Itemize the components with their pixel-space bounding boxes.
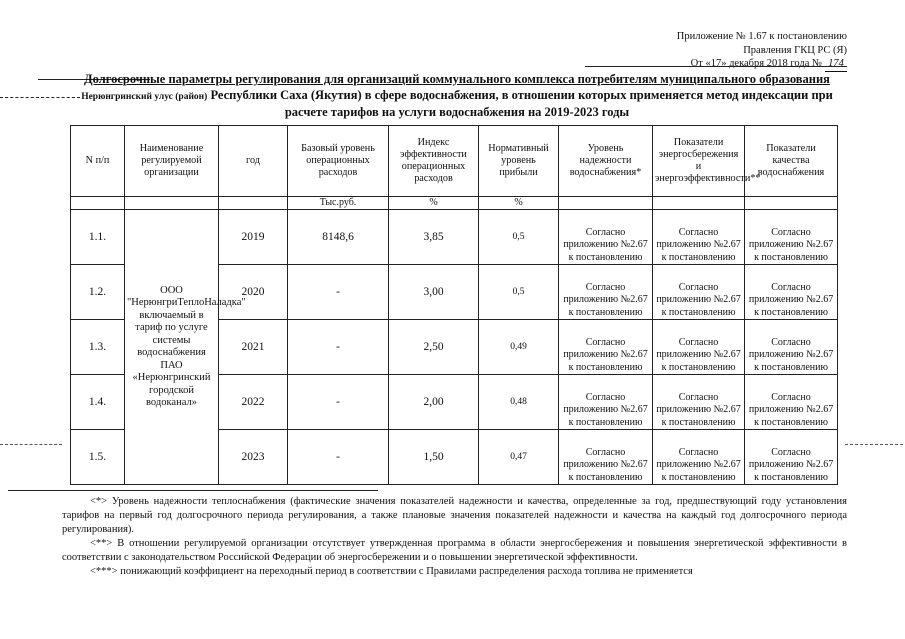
unit-empty — [653, 197, 745, 210]
row-index: 3,00 — [389, 265, 479, 320]
footnotes — [62, 495, 847, 579]
row-reliability-ref: Согласно приложению №2.67 к постановлению — [559, 265, 653, 320]
row-reliability-ref: Согласно приложению №2.67 к постановлению — [559, 210, 653, 265]
row-num: 1.5. — [71, 430, 125, 485]
annex-line-2: Правления ГКЦ РС (Я) — [743, 44, 847, 56]
unit-empty — [745, 197, 838, 210]
header-org: Наименование регулируемой организации — [125, 126, 219, 197]
row-index: 2,00 — [389, 375, 479, 430]
row-profit: 0,47 — [479, 430, 559, 485]
header-quality: Показатели качества водоснабжения — [745, 126, 838, 197]
header-num: N п/п — [71, 126, 125, 197]
row-reliability-ref: Согласно приложению №2.67 к постановлению — [559, 375, 653, 430]
row-energy-ref: Согласно приложению №2.67 к постановлению — [653, 430, 745, 485]
margin-dash-left — [0, 444, 62, 445]
row-quality-ref: Согласно приложению №2.67 к постановлению — [745, 320, 838, 375]
footnote-3: <***> понижающий коэффициент на переходный период в соответствии с Правилами распределения расхода топлива не применяется — [90, 566, 693, 577]
footnote-1: <*> Уровень надежности теплоснабжения (фактические значения показателей надежности и качества, определенные за год, предшествующий году установления тарифов на первый год долгосрочного периода регулирования, а также плановые значения показателей надежности и качества на каждый год долгосрочного периода регулирования). — [62, 496, 847, 535]
title-part-1: Долгосрочные параметры регулирования для организаций коммунального комплекса потребителям муниципального образования — [84, 72, 830, 86]
header-year: год — [219, 126, 288, 197]
footnote-rule — [8, 490, 378, 491]
header-energy: Показатели энергосбережения и энергоэффективности** — [653, 126, 745, 197]
unit-index: % — [389, 197, 479, 210]
annex-line-1: Приложение № 1.67 к постановлению — [676, 31, 847, 42]
table-row — [71, 210, 838, 265]
row-profit: 0,49 — [479, 320, 559, 375]
row-reliability-ref: Согласно приложению №2.67 к постановлению — [559, 430, 653, 485]
header-profit: Нормативный уровень прибыли — [479, 126, 559, 197]
annex-number: 174 — [825, 57, 847, 72]
row-profit: 0,5 — [479, 265, 559, 320]
row-quality-ref: Согласно приложению №2.67 к постановлению — [745, 210, 838, 265]
header-reliability: Уровень надежности водоснабжения* — [559, 126, 653, 197]
row-base: - — [288, 430, 389, 485]
header-index: Индекс эффективности операционных расходов — [389, 126, 479, 197]
unit-empty — [125, 197, 219, 210]
row-base: - — [288, 265, 389, 320]
unit-empty — [219, 197, 288, 210]
annex-line-3 — [677, 57, 847, 72]
document-title — [62, 72, 852, 121]
row-year: 2020 — [219, 265, 288, 320]
organization-name: ООО "НерюнгриТеплоНаладка" включаемый в тариф по услуге системы водоснабжения ПАО «Нерюнгринский городской водоканал» — [125, 210, 219, 485]
row-base: 8148,6 — [288, 210, 389, 265]
row-quality-ref: Согласно приложению №2.67 к постановлению — [745, 265, 838, 320]
table-units-row — [71, 197, 838, 210]
row-index: 3,85 — [389, 210, 479, 265]
row-index: 2,50 — [389, 320, 479, 375]
annex-date: От «17» декабря 2018 года № — [690, 58, 822, 69]
row-num: 1.4. — [71, 375, 125, 430]
row-year: 2019 — [219, 210, 288, 265]
row-base: - — [288, 320, 389, 375]
row-profit: 0,5 — [479, 210, 559, 265]
row-energy-ref: Согласно приложению №2.67 к постановлению — [653, 320, 745, 375]
row-quality-ref: Согласно приложению №2.67 к постановлению — [745, 430, 838, 485]
unit-empty — [559, 197, 653, 210]
row-profit: 0,48 — [479, 375, 559, 430]
row-energy-ref: Согласно приложению №2.67 к постановлению — [653, 375, 745, 430]
row-year: 2022 — [219, 375, 288, 430]
title-part-2: Республики Саха (Якутия) в сфере водоснабжения, в отношении которых применяется метод индексации при расчете тарифов на услуги водоснабжения на 2019-2023 годы — [210, 87, 833, 119]
row-num: 1.3. — [71, 320, 125, 375]
footnote-2: <**> В отношении регулируемой организации отсутствует утвержденная программа в области энергосбережения и повышения энергетической эффективности в соответствии с законодательством Российской Федерации об энергосбережении и о повышении энергетической эффективности. — [62, 538, 847, 563]
header-base: Базовый уровень операционных расходов — [288, 126, 389, 197]
row-reliability-ref: Согласно приложению №2.67 к постановлению — [559, 320, 653, 375]
unit-base: Тыс.руб. — [288, 197, 389, 210]
table-header-row — [71, 126, 838, 197]
unit-profit: % — [479, 197, 559, 210]
row-base: - — [288, 375, 389, 430]
row-energy-ref: Согласно приложению №2.67 к постановлению — [653, 265, 745, 320]
row-num: 1.2. — [71, 265, 125, 320]
row-energy-ref: Согласно приложению №2.67 к постановлению — [653, 210, 745, 265]
row-year: 2021 — [219, 320, 288, 375]
title-district: Нерюнгринский улус (район) — [81, 91, 208, 102]
row-quality-ref: Согласно приложению №2.67 к постановлению — [745, 375, 838, 430]
margin-dash-right — [845, 444, 903, 445]
row-num: 1.1. — [71, 210, 125, 265]
annex-rule — [585, 66, 847, 67]
parameters-table — [70, 125, 838, 485]
row-index: 1,50 — [389, 430, 479, 485]
unit-empty — [71, 197, 125, 210]
row-year: 2023 — [219, 430, 288, 485]
